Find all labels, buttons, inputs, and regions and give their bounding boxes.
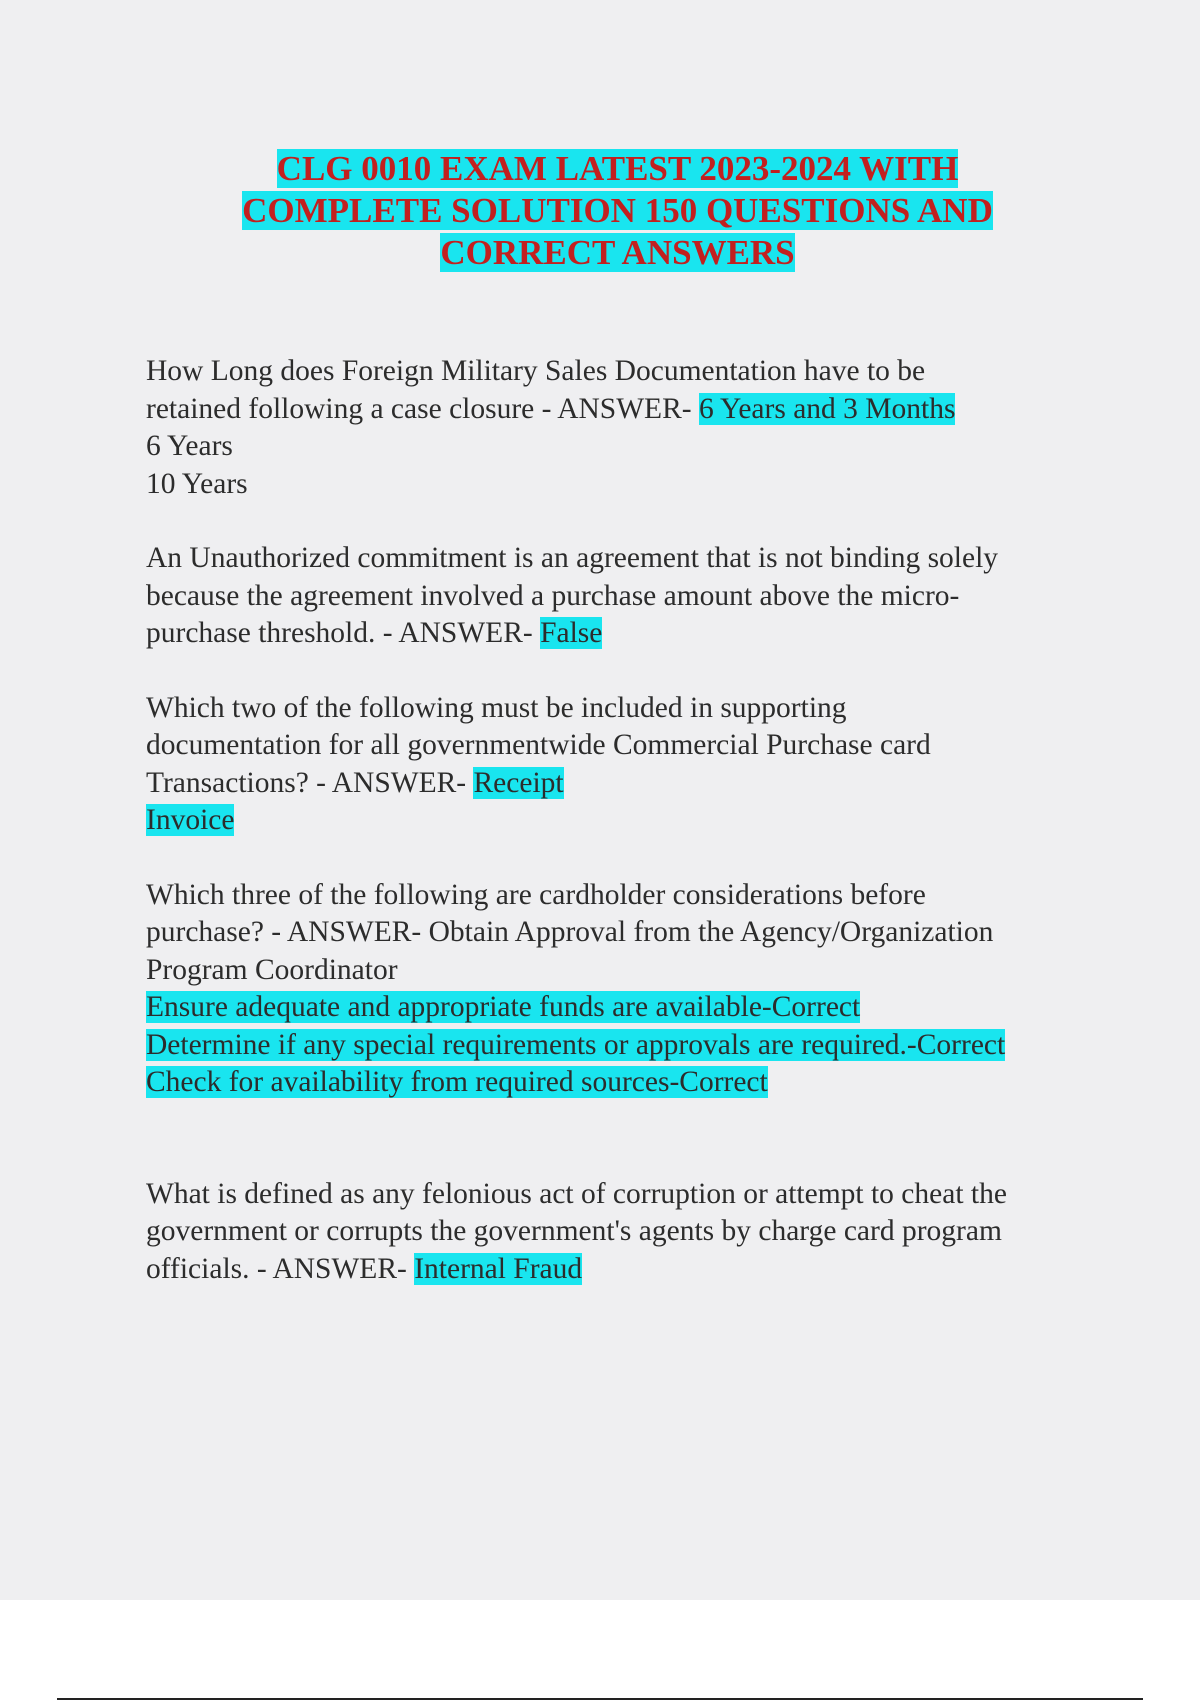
title-line: CORRECT ANSWERS [440, 233, 795, 272]
page-footer-area [0, 1600, 1200, 1700]
question-line: purchase? - ANSWER- Obtain Approval from the Agency/Organization [146, 916, 994, 948]
answer-option [146, 1027, 1096, 1065]
highlighted-answer: Internal Fraud [414, 1252, 583, 1285]
question-line: What is defined as any felonious act of corruption or attempt to cheat the [146, 1177, 1007, 1210]
highlighted-answer: Receipt [473, 766, 564, 799]
question-block [146, 353, 1096, 503]
answer-option [146, 802, 1096, 840]
highlighted-answer: Determine if any special requirements or approvals are required.-Correct [146, 1028, 1006, 1061]
question-line: How Long does Foreign Military Sales Documentation have to be [146, 355, 926, 387]
question-line: An Unauthorized commitment is an agreement that is not binding solely [146, 542, 999, 574]
question-line: purchase threshold. - ANSWER- False [146, 617, 603, 649]
question-line: officials. - ANSWER- Internal Fraud [146, 1252, 583, 1285]
answer-option [146, 1064, 1096, 1102]
question-block [146, 540, 1096, 653]
title-line: CLG 0010 EXAM LATEST 2023-2024 WITH [276, 149, 959, 188]
question-line: government or corrupts the government's agents by charge card program [146, 1215, 1002, 1247]
question-line: documentation for all governmentwide Commercial Purchase card [146, 729, 931, 761]
question-line: retained following a case closure - ANSWER- 6 Years and 3 Months [146, 392, 956, 425]
answer-option: 6 Years [146, 430, 233, 462]
question-block [146, 690, 1096, 840]
question-block [146, 877, 1096, 1102]
answer-option: 10 Years [146, 467, 248, 500]
answer-option [146, 989, 1096, 1027]
highlighted-answer: Check for availability from required sources-Correct [146, 1066, 768, 1098]
question-line: Program Coordinator [146, 953, 398, 986]
question-line: Transactions? - ANSWER- Receipt [146, 766, 564, 799]
highlighted-answer: Invoice [146, 804, 235, 836]
question-line: because the agreement involved a purchase amount above the micro- [146, 579, 960, 612]
title-line: COMPLETE SOLUTION 150 QUESTIONS AND [242, 191, 993, 230]
question-line: Which three of the following are cardholder considerations before [146, 878, 926, 911]
document-body [146, 353, 1096, 1288]
question-block [146, 1176, 1096, 1289]
highlighted-answer: 6 Years and 3 Months [698, 392, 956, 425]
highlighted-answer: Ensure adequate and appropriate funds are available-Correct [146, 991, 861, 1023]
document-title [150, 148, 1085, 274]
question-line: Which two of the following must be included in supporting [146, 691, 847, 724]
highlighted-answer: False [540, 617, 603, 649]
